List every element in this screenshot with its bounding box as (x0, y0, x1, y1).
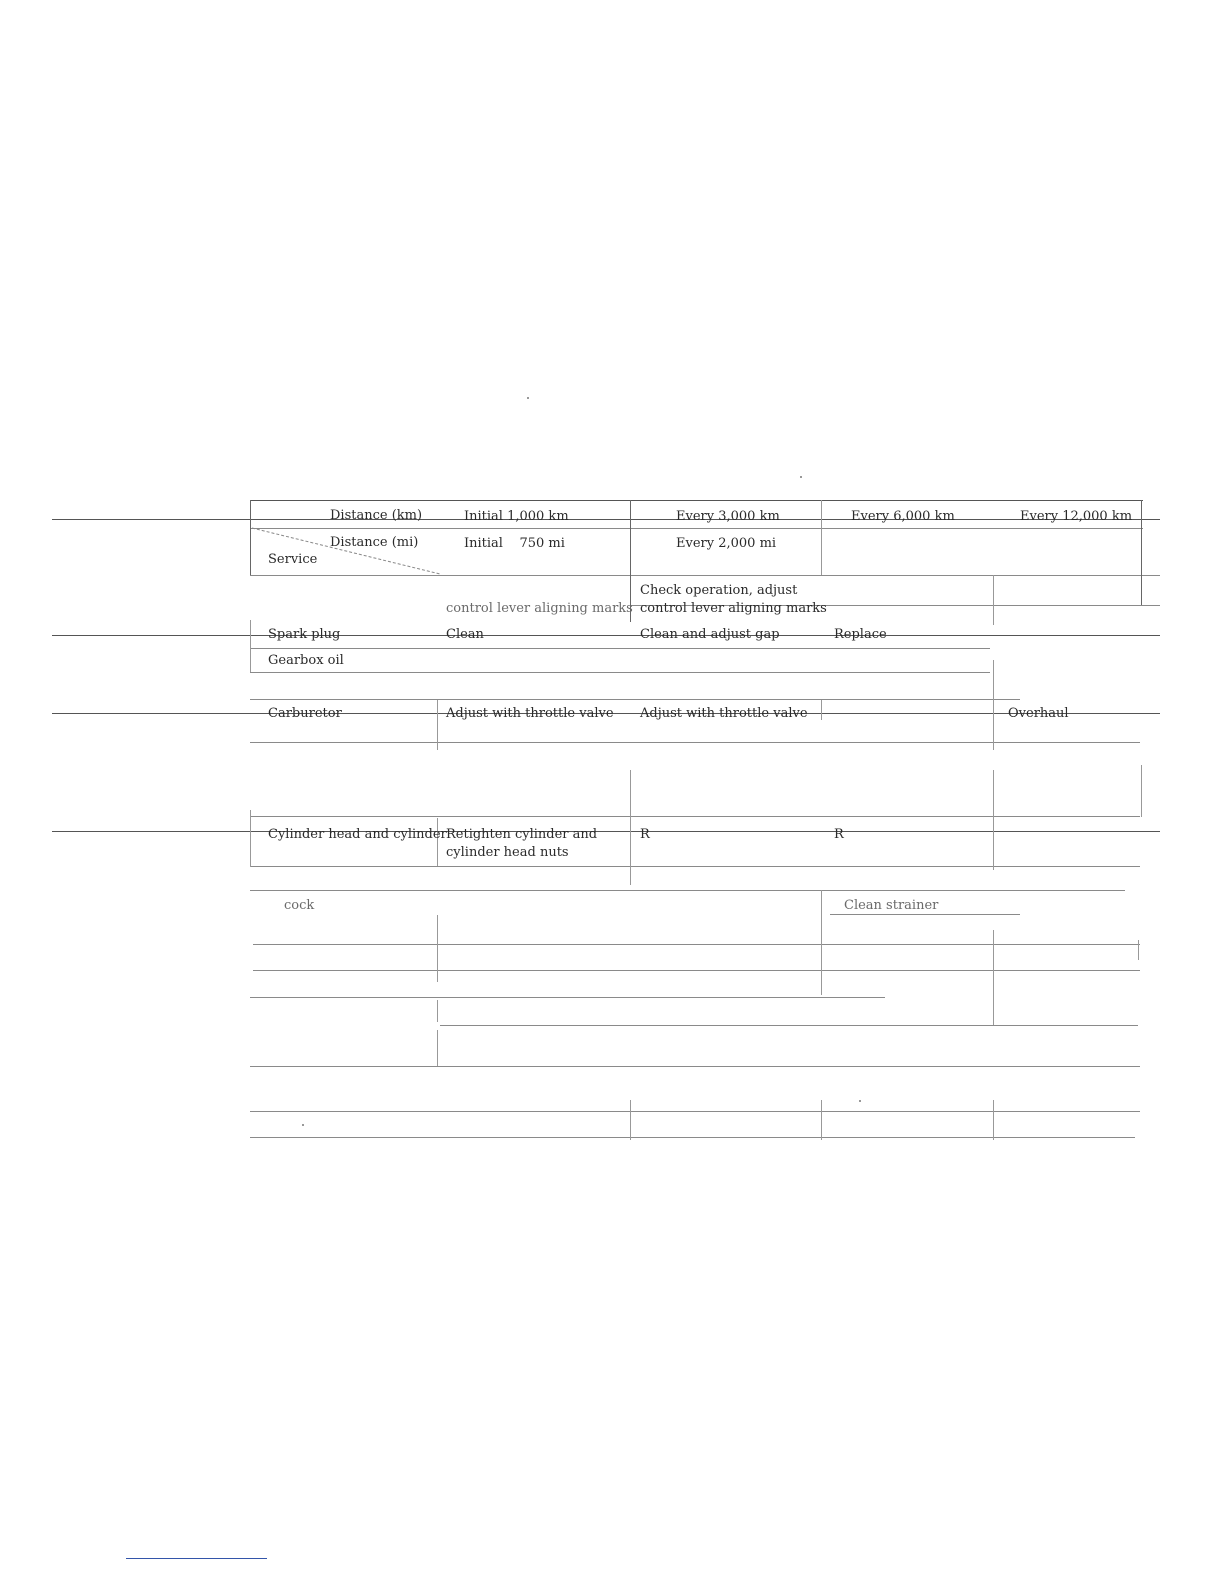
spark-plug-initial: Clean (446, 627, 484, 642)
row-rule-b (253, 970, 1140, 971)
col-rule-3-low (821, 890, 822, 995)
table-top-rule (250, 500, 1143, 501)
gearbox-oil-label: Gearbox oil (268, 653, 344, 668)
cylinder-label: Cylinder head and cylinder (268, 827, 447, 842)
cylinder-every3000: R (640, 827, 650, 842)
spark-plug-every3000: Clean and adjust gap (640, 627, 780, 642)
col-rule-4-top (993, 575, 994, 625)
cylinder-every6000: R (834, 827, 844, 842)
col-rule-3-carb (821, 700, 822, 720)
service-label: Service (268, 552, 318, 567)
control-initial-text: control lever aligning marks (446, 601, 633, 616)
scan-speck (800, 476, 802, 478)
carburetor-every3000: Adjust with throttle valve (640, 706, 808, 721)
bottom-link-underline (126, 1558, 267, 1559)
col-rule-1-low3 (437, 1030, 438, 1066)
scan-speck (302, 1124, 304, 1126)
scan-speck (859, 1100, 861, 1102)
fuel-strainer-rule (830, 914, 1020, 915)
cyl-top-rule (250, 816, 1140, 817)
spark-plug-label: Spark plug (268, 627, 341, 642)
carb-top-rule (250, 699, 1020, 700)
col-rule-5-low (1138, 940, 1139, 960)
col-rule-5-top (1141, 500, 1142, 605)
scan-speck (527, 397, 529, 399)
col-rule-1-low2 (437, 1000, 438, 1022)
cylinder-initial-line1: Retighten cylinder and (446, 827, 598, 842)
col-rule-4-carb (993, 660, 994, 750)
row-rule-e (250, 1066, 1140, 1067)
control-every3000-line1: Check operation, adjust (640, 583, 798, 598)
col-rule-3-bottom (821, 1100, 822, 1140)
spark-plug-every6000: Replace (834, 627, 887, 642)
carburetor-label: Carburetor (268, 706, 342, 721)
fuel-top-rule (250, 890, 1125, 891)
distance-mi-label: Distance (mi) (330, 535, 419, 550)
col-rule-0-cyl (250, 810, 251, 867)
every-12000-km-header: Every 12,000 km (1020, 509, 1133, 524)
cyl-bottom-rule (250, 866, 1140, 867)
distance-km-label: Distance (km) (330, 508, 423, 523)
carb-bottom-rule (250, 742, 1140, 743)
initial-km-header: Initial 1,000 km (464, 509, 569, 524)
row-rule-c (250, 997, 885, 998)
col-rule-4-low (993, 930, 994, 1025)
col-rule-3-top (821, 500, 822, 575)
col-rule-2-bottom (630, 1100, 631, 1140)
row-rule-d (440, 1025, 1138, 1026)
every-3000-km-header: Every 3,000 km (676, 509, 780, 524)
gearbox-bottom-rule (250, 672, 990, 673)
header-rule-1 (52, 519, 1160, 520)
row-rule-f (250, 1111, 1140, 1112)
col-rule-5-mid (1141, 765, 1142, 817)
cylinder-initial-line2: cylinder head nuts (446, 845, 569, 860)
col-rule-4-cyl (993, 770, 994, 870)
initial-mi-header: Initial 750 mi (464, 536, 565, 551)
spark-plug-rule (52, 635, 1160, 636)
every-2000-mi-header: Every 2,000 mi (676, 536, 777, 551)
col-rule-0-mid (250, 620, 251, 672)
every-6000-km-header: Every 6,000 km (851, 509, 955, 524)
table-bottom-rule (250, 1137, 1135, 1138)
col-rule-1-carb (437, 700, 438, 750)
col-rule-2-cyl (630, 770, 631, 885)
carburetor-initial: Adjust with throttle valve (446, 706, 614, 721)
carburetor-every12000: Overhaul (1008, 706, 1069, 721)
row-rule-a (253, 944, 1140, 945)
fuel-cock-label: cock (284, 898, 315, 913)
fuel-cock-every6000: Clean strainer (844, 898, 939, 913)
col-rule-4-bottom (993, 1100, 994, 1140)
control-every3000-line2: control lever aligning marks (640, 601, 827, 616)
col-rule-1-low (437, 915, 438, 982)
gearbox-top-rule (250, 648, 990, 649)
